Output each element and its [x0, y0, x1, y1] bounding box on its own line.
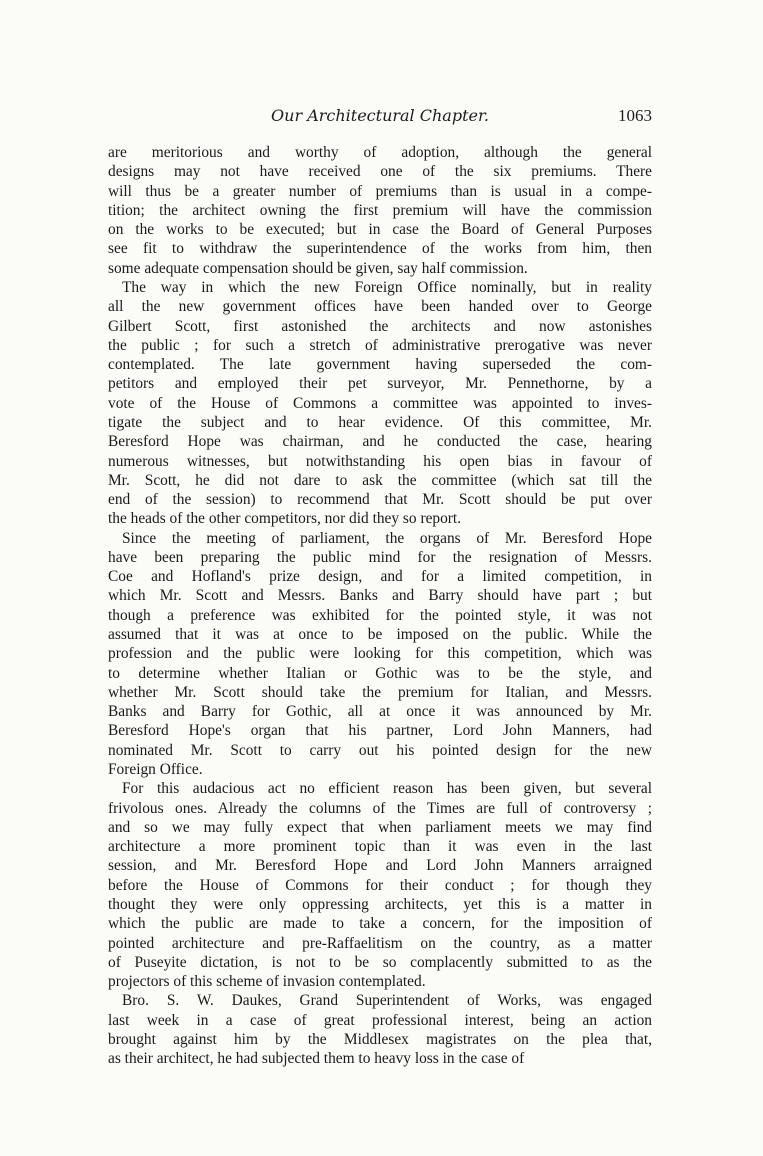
text-line: Since the meeting of parliament, the organs of Mr. Beresford Hope: [122, 529, 652, 547]
text-line: which the public are made to take a concern, for the imposition of: [108, 915, 652, 933]
text-line: Beresford Hope was chairman, and he conducted the case, hearing: [108, 433, 652, 451]
text-line: Gilbert Scott, first astonished the architects and now astonishes: [108, 317, 652, 335]
text-line: thought they were only oppressing architects, yet this is a matter in: [108, 895, 652, 913]
text-line: assumed that it was at once to be imposed on the public. While the: [108, 626, 652, 644]
text-line: though a preference was exhibited for the pointed style, it was not: [108, 606, 652, 624]
text-line: to determine whether Italian or Gothic was to be the style, and: [108, 664, 652, 682]
text-line: all the new government offices have been handed over to George: [108, 298, 652, 316]
text-line: Bro. S. W. Daukes, Grand Superintendent of Works, was engaged: [122, 992, 652, 1010]
text-line: Banks and Barry for Gothic, all at once it was announced by Mr.: [108, 703, 652, 721]
text-line: architecture a more prominent topic than it was even in the last: [108, 838, 652, 856]
text-line: tition; the architect owning the first premium will have the commission: [108, 201, 652, 219]
text-line: which Mr. Scott and Messrs. Banks and Barry should have part ; but: [108, 587, 652, 605]
article-body: [108, 143, 652, 1069]
text-line: and so we may fully expect that when parliament meets we may find: [108, 818, 652, 836]
paragraph: [108, 529, 652, 780]
text-line: whether Mr. Scott should take the premium for Italian, and Messrs.: [108, 683, 652, 701]
text-line: projectors of this scheme of invasion contemplated.: [108, 973, 426, 991]
text-line: some adequate compensation should be given, say half commission.: [108, 259, 528, 277]
text-line: have been preparing the public mind for the resignation of Messrs.: [108, 548, 652, 566]
text-line: last week in a case of great professional interest, being an action: [108, 1011, 652, 1029]
text-line: vote of the House of Commons a committee was appointed to inves-: [108, 394, 652, 412]
text-line: frivolous ones. Already the columns of the Times are full of controversy ;: [108, 799, 652, 817]
text-line: designs may not have received one of the six premiums. There: [108, 163, 652, 181]
text-line: the public ; for such a stretch of administrative prerogative was never: [108, 336, 652, 354]
paragraph: [108, 278, 652, 529]
text-line: nominated Mr. Scott to carry out his pointed design for the new: [108, 741, 652, 759]
page-number: 1063: [618, 106, 652, 125]
running-head: [108, 106, 652, 132]
paragraph: [108, 779, 652, 991]
text-line: petitors and employed their pet surveyor, Mr. Pennethorne, by a: [108, 375, 652, 393]
running-head-title: Our Architectural Chapter.: [271, 106, 489, 125]
paragraph: [108, 991, 652, 1068]
text-line: end of the session) to recommend that Mr. Scott should be put over: [108, 491, 652, 509]
paragraph: [108, 143, 652, 278]
text-line: session, and Mr. Beresford Hope and Lord John Manners arraigned: [108, 857, 652, 875]
text-line: For this audacious act no efficient reason has been given, but several: [122, 780, 652, 798]
text-line: of Puseyite dictation, is not to be so complacently submitted to as the: [108, 953, 652, 971]
text-line: Coe and Hofland's prize design, and for a limited competition, in: [108, 568, 652, 586]
text-line: on the works to be executed; but in case the Board of General Purposes: [108, 221, 652, 239]
text-line: Foreign Office.: [108, 761, 203, 778]
text-line: numerous witnesses, but notwithstanding his open bias in favour of: [108, 452, 652, 470]
text-line: pointed architecture and pre-Raffaelitism on the country, as a matter: [108, 934, 652, 952]
text-line: Beresford Hope's organ that his partner, Lord John Manners, had: [108, 722, 652, 740]
text-line: profession and the public were looking for this competition, which was: [108, 645, 652, 663]
text-line: Mr. Scott, he did not dare to ask the committee (which sat till the: [108, 471, 652, 489]
text-line: the heads of the other competitors, nor did they so report.: [108, 510, 462, 528]
text-line: tigate the subject and to hear evidence. Of this committee, Mr.: [108, 413, 652, 431]
text-line: are meritorious and worthy of adoption, although the general: [108, 144, 652, 161]
text-line: contemplated. The late government having superseded the com-: [108, 356, 652, 374]
text-line: brought against him by the Middlesex magistrates on the plea that,: [108, 1030, 652, 1048]
text-line: see fit to withdraw the superintendence of the works from him, then: [108, 240, 652, 258]
text-line: The way in which the new Foreign Office nominally, but in reality: [122, 278, 652, 296]
text-line: as their architect, he had subjected them to heavy loss in the case of: [108, 1050, 525, 1068]
text-line: will thus be a greater number of premiums than is usual in a compe-: [108, 182, 652, 200]
text-line: before the House of Commons for their conduct ; for though they: [108, 876, 652, 894]
